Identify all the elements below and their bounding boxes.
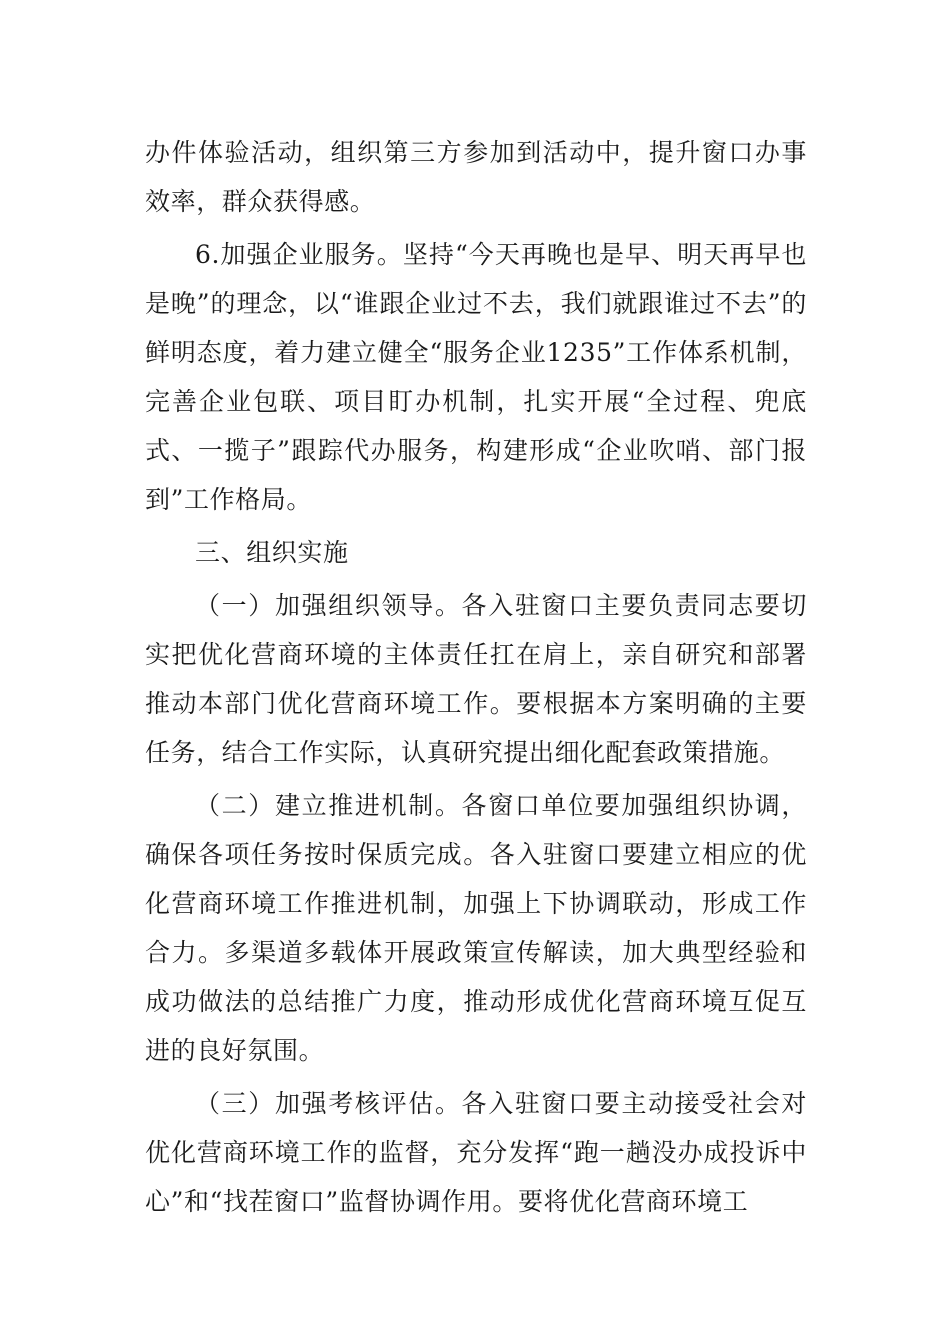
document-body — [145, 128, 807, 1230]
paragraph-assessment: （三）加强考核评估。各入驻窗口要主动接受社会对优化营商环境工作的监督，充分发挥“跑一趟没办成投诉中心”和“找茬窗口”监督协调作用。要将优化营商环境工 — [145, 1089, 807, 1216]
paragraph-continuation: 办件体验活动，组织第三方参加到活动中，提升窗口办事效率，群众获得感。 — [145, 138, 807, 216]
paragraph-mechanism: （二）建立推进机制。各窗口单位要加强组织协调，确保各项任务按时保质完成。各入驻窗口要建立相应的优化营商环境工作推进机制，加强上下协调联动，形成工作合力。多渠道多载体开展政策宣传解读，加大典型经验和成功做法的总结推广力度，推动形成优化营商环境互促互进的良好氛围。 — [145, 791, 807, 1065]
paragraph-leadership: （一）加强组织领导。各入驻窗口主要负责同志要切实把优化营商环境的主体责任扛在肩上，亲自研究和部署推动本部门优化营商环境工作。要根据本方案明确的主要任务，结合工作实际，认真研究提出细化配套政策措施。 — [145, 591, 807, 767]
section-heading-implementation: 三、组织实施 — [195, 538, 349, 567]
paragraph-enterprise-service: 6.加强企业服务。坚持“今天再晚也是早、明天再早也是晚”的理念，以“谁跟企业过不去，我们就跟谁过不去”的鲜明态度，着力建立健全“服务企业1235”工作体系机制，完善企业包联、项目盯办机制，扎实开展“全过程、兜底式、一揽子”跟踪代办服务，构建形成“企业吹哨、部门报到”工作格局。 — [145, 240, 807, 514]
